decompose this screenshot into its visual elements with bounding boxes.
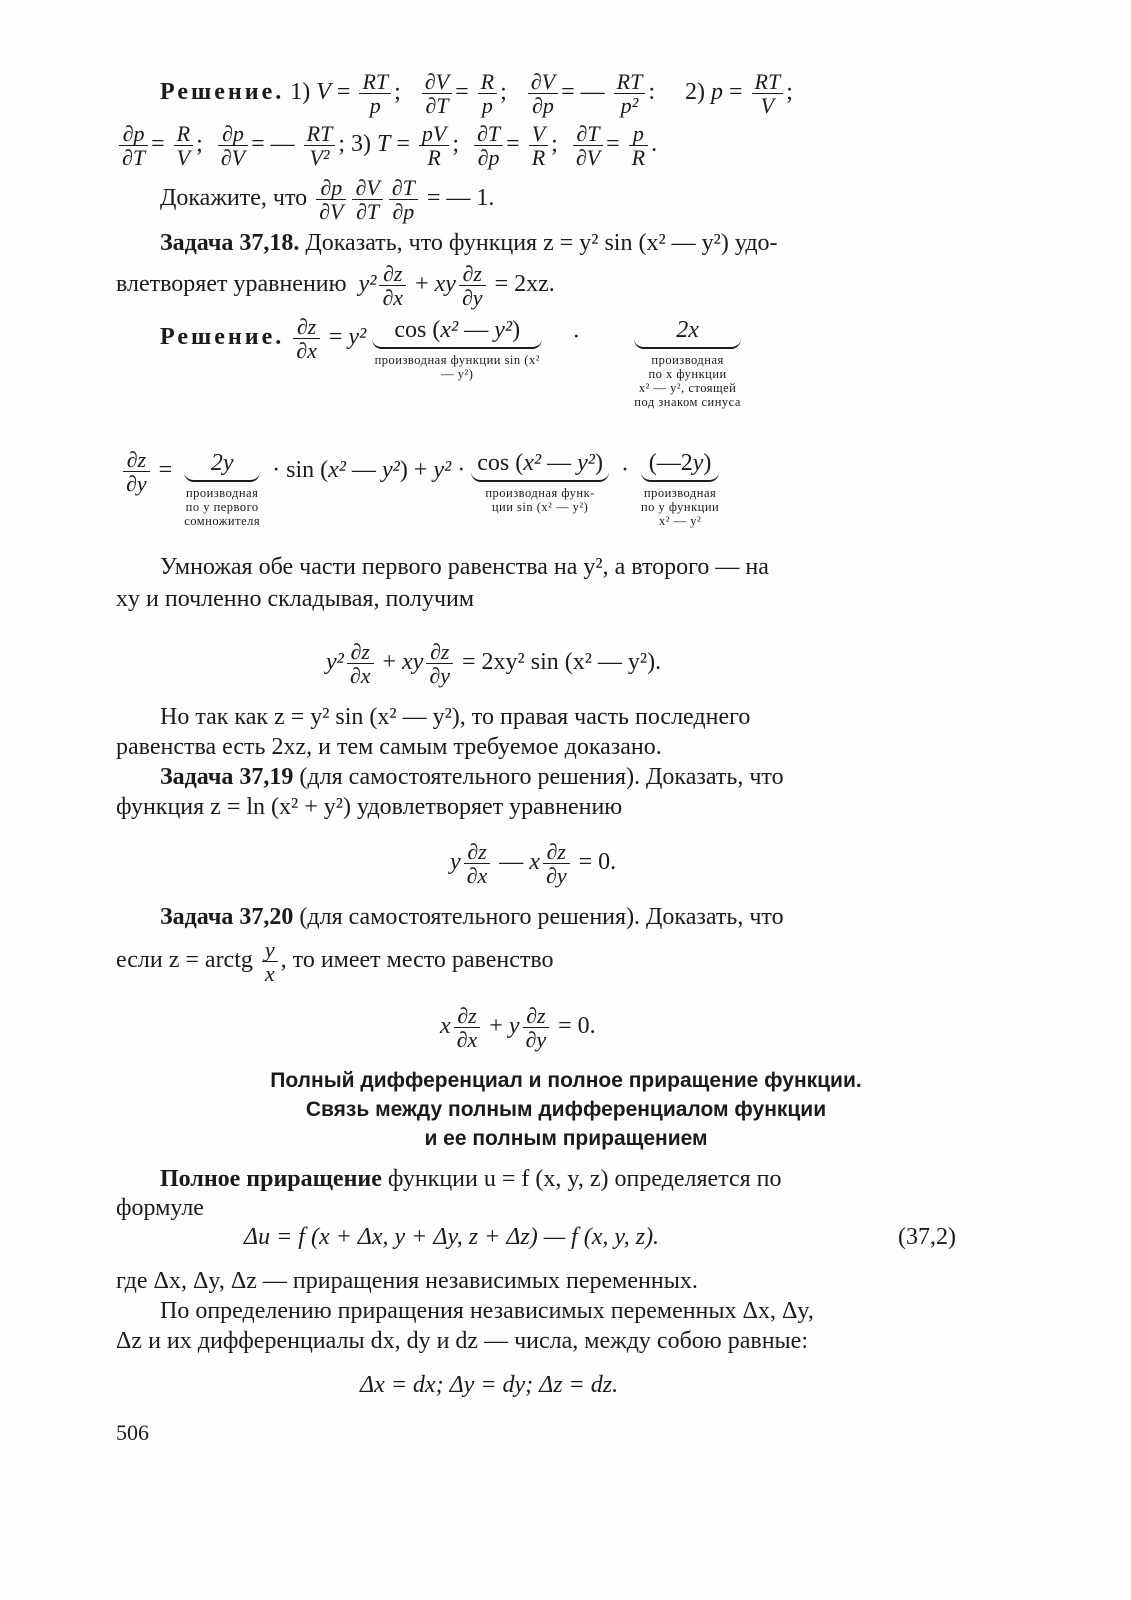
fraction: $\frac{\partial z}{\partial y}$	[543, 840, 570, 887]
equation-37-2: Δu = f (x + Δx, y + Δy, z + Δz) — f (x, y, z).	[244, 1224, 660, 1250]
prove-line	[160, 176, 494, 223]
fraction: $\frac{R}{p}$	[478, 70, 497, 117]
equation-number: (37,2)	[898, 1224, 956, 1250]
fraction: $\frac{\partial z}{\partial y}$	[426, 640, 453, 687]
prove-rhs: = — 1.	[426, 185, 495, 212]
paragraph-line: Δz и их дифференциалы dx, dy и dz — числа, между собою равные:	[116, 1328, 808, 1354]
fraction: $\frac{\partial T}{\partial V}$	[573, 122, 603, 169]
task-label: Задача 37,18.	[160, 230, 300, 256]
fraction: $\frac{\partial V}{\partial p}$	[528, 70, 558, 117]
underbrace-term: (—2y) производная по y функции x² — y²	[640, 450, 720, 528]
fraction: $\frac{V}{R}$	[529, 122, 548, 169]
task-label: Задача 37,20	[160, 904, 294, 930]
task-text: (для самостоятельного решения). Доказать, что	[299, 904, 784, 930]
paragraph-line: равенства есть 2xz, и тем самым требуемое доказано.	[116, 734, 662, 760]
fraction: $\frac{\partial z}{\partial x}$	[379, 262, 406, 309]
task-18-line-2: влетворяет уравнению y² $\frac{\partial z}{\partial x}$ + xy $\frac{\partial z}{\partial y}$ = 2xz.	[116, 261, 555, 311]
underbrace-term: cos (x² — y²) производная функции sin (x² — y²)	[372, 315, 542, 381]
fraction: $\frac{\partial T}{\partial p}$	[389, 176, 418, 223]
underbrace-note: производная по y функции x² — y²	[640, 486, 720, 528]
page-number: 506	[116, 1420, 149, 1445]
fraction: $\frac{\partial z}{\partial x}$	[347, 640, 374, 687]
equation-rhs: = 0.	[558, 1013, 596, 1040]
definition-line-1	[160, 1164, 782, 1194]
underbrace-note: производная функ- ции sin (x² — y²)	[485, 486, 595, 514]
heading-line: Полный дифференциал и полное приращение функции.	[270, 1069, 862, 1092]
underbrace-term: 2x производная по x функции x² — y², стоящей под знаком синуса	[634, 317, 741, 409]
fraction: $\frac{RT}{p}$	[359, 70, 391, 117]
task-19-equation: y $\frac{\partial z}{\partial x}$ — x $\frac{\partial z}{\partial y}$ = 0.	[450, 839, 617, 889]
heading-line: и ее полным приращением	[424, 1127, 708, 1150]
underbrace-note: производная по x функции x² — y², стоящей под знаком синуса	[634, 353, 741, 409]
paragraph-line: Но так как z = y² sin (x² — y²), то правая часть последнего	[160, 704, 751, 730]
fraction: $\frac{p}{R}$	[629, 122, 648, 169]
solution-1-line-2: $\frac{\partial p}{\partial T}$ = $\frac{R}{V}$ ; $\frac{\partial p}{\partial V}$ = — $\frac{RT}{\text{V²}}$ ; 3) T = $\frac{pV}{R}$ ; $\frac{\partial T}{\partial p}$ = $\frac{V}{R}$ ; $\frac{\partial T}{\partial V}$ = $\frac{p}{R}$ .	[116, 122, 657, 169]
task-20-line-2	[116, 938, 554, 985]
fraction: $\frac{RT}{\text{p²}}$	[614, 70, 646, 117]
task-text: (для самостоятельного решения). Доказать, что	[299, 764, 784, 790]
equation-sum: y² $\frac{\partial z}{\partial x}$ + xy $\frac{\partial z}{\partial y}$ = 2xy² sin (x² — y²).	[326, 639, 662, 689]
fraction: $\frac{pV}{R}$	[419, 122, 449, 169]
fraction: $\frac{\partial z}{\partial y}$	[459, 262, 486, 309]
fraction: $\frac{R}{V}$	[174, 122, 193, 169]
underbrace-note: производная функции sin (x² — y²)	[374, 353, 540, 381]
fraction: $\frac{y}{x}$	[262, 938, 278, 985]
definition-term: Полное приращение	[160, 1166, 382, 1192]
heading-line: Связь между полным дифференциалом функции	[305, 1098, 827, 1121]
fraction: $\frac{RT}{V}$	[752, 70, 784, 117]
fraction: $\frac{\partial p}{\partial V}$	[218, 122, 248, 169]
solution-2-dzdx: Решение. $\frac{\partial z}{\partial x}$ = y² cos (x² — y²) производная функции sin (x² — y²) · 2x производная по x функции x² — y², стоящей под знаком синуса	[160, 314, 741, 409]
task-20-line-1	[160, 902, 784, 932]
fraction: $\frac{\partial z}{\partial y}$	[123, 448, 150, 495]
fraction: $\frac{\partial V}{\partial T}$	[422, 70, 452, 117]
solution-label: Решение.	[160, 324, 285, 351]
task-text: , то имеет место равенство	[280, 947, 554, 974]
prove-text: Докажите, что	[160, 185, 308, 212]
task-19-line-2: функция z = ln (x² + y²) удовлетворяет уравнению	[116, 794, 623, 820]
section-heading	[116, 1066, 1016, 1153]
fraction: $\frac{RT}{\text{V²}}$	[304, 122, 336, 169]
fraction: $\frac{\partial z}{\partial x}$	[464, 840, 491, 887]
paragraph-line: где Δx, Δy, Δz — приращения независимых переменных.	[116, 1268, 698, 1294]
paragraph-line: Умножая обе части первого равенства на y², а второго — на	[160, 554, 769, 580]
fraction: $\frac{\partial p}{\partial V}$	[316, 176, 346, 223]
task-text: Доказать, что функция z = y² sin (x² — y²) удо-	[305, 230, 778, 256]
underbrace-term: 2y производная по y первого сомножителя	[184, 450, 261, 528]
task-label: Задача 37,19	[160, 764, 294, 790]
definition-line-2: формуле	[116, 1195, 204, 1221]
task-text: влетворяет уравнению	[116, 271, 347, 298]
definition-text: функции u = f (x, y, z) определяется по	[387, 1166, 782, 1192]
equation-rhs: = 2xz.	[494, 271, 555, 298]
solution-1-line-1: Решение. 1) V = $\frac{RT}{p}$ ; $\frac{\partial V}{\partial T}$ = $\frac{R}{p}$ ; $\frac{\partial V}{\partial p}$ = — $\frac{RT}{\text{p²}}$ : 2) p = $\frac{RT}{V}$ ;	[160, 69, 793, 119]
task-text: если z = arctg	[116, 947, 253, 974]
fraction: $\frac{\partial T}{\partial p}$	[474, 122, 503, 169]
equation-rhs: = 0.	[578, 849, 617, 876]
task-20-equation: x $\frac{\partial z}{\partial x}$ + y $\frac{\partial z}{\partial y}$ = 0.	[440, 1003, 596, 1053]
paragraph-line: По определению приращения независимых переменных Δx, Δy,	[160, 1298, 814, 1324]
fraction: $\frac{\partial V}{\partial T}$	[352, 176, 382, 223]
fraction: $\frac{\partial p}{\partial T}$	[119, 122, 148, 169]
fraction: $\frac{\partial z}{\partial x}$	[454, 1004, 481, 1051]
task-18-line-1	[160, 228, 778, 258]
paragraph-line: xy и почленно складывая, получим	[116, 586, 475, 612]
underbrace-term: cos (x² — y²) производная функ- ции sin (x² — y²)	[471, 448, 609, 514]
underbrace-note: производная по y первого сомножителя	[184, 486, 261, 528]
fraction: $\frac{\partial z}{\partial x}$	[293, 315, 320, 362]
fraction: $\frac{\partial z}{\partial y}$	[523, 1004, 550, 1051]
final-equation: Δx = dx; Δy = dy; Δz = dz.	[360, 1372, 619, 1398]
solution-label: Решение.	[160, 79, 285, 106]
solution-2-dzdy: $\frac{\partial z}{\partial y}$ = 2y производная по y первого сомножителя · sin (x² — y²) + y² · cos (x² — y²) производная функ- ции sin (x² — y²) · (—2y) производная по y функции x² — y²	[120, 448, 719, 528]
equation-rhs: = 2xy² sin (x² — y²).	[462, 649, 662, 676]
task-19-line-1	[160, 762, 784, 792]
